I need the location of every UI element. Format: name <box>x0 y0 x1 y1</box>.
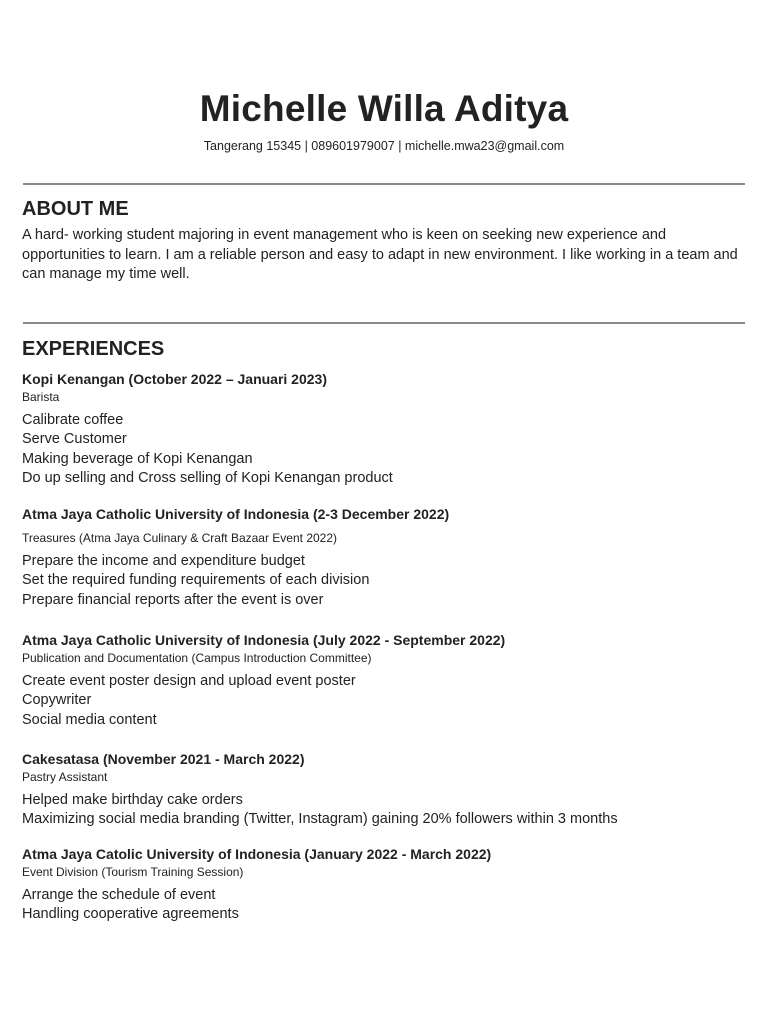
experience-task: Prepare financial reports after the event is over <box>22 591 324 608</box>
experience-item <box>22 505 744 610</box>
experience-task: Create event poster design and upload event poster <box>22 673 356 689</box>
experience-item <box>22 370 744 488</box>
experience-tasks <box>22 886 744 925</box>
experience-org: Cakesatasa (November 2021 - March 2022) <box>22 751 305 767</box>
experience-tasks <box>22 672 744 730</box>
experience-org: Atma Jaya Catolic University of Indonesia (January 2022 - March 2022) <box>22 846 492 862</box>
experience-item <box>22 845 744 925</box>
about-heading: ABOUT ME <box>22 198 129 220</box>
contact-info: Tangerang 15345 | 089601979007 | michelle.mwa23@gmail.com <box>203 139 565 153</box>
divider-middle <box>23 322 745 324</box>
experience-role: Barista <box>22 390 60 404</box>
experience-item <box>22 750 744 830</box>
experience-tasks <box>22 552 744 610</box>
experiences-heading: EXPERIENCES <box>22 338 165 360</box>
experience-task: Arrange the schedule of event <box>22 887 216 903</box>
experience-task: Serve Customer <box>22 431 127 448</box>
experience-tasks <box>22 411 744 488</box>
experience-role: Treasures (Atma Jaya Culinary & Craft Bazaar Event 2022) <box>22 531 338 545</box>
experience-task: Making beverage of Kopi Kenangan <box>22 450 253 467</box>
experience-item <box>22 631 744 730</box>
experience-task: Social media content <box>22 711 157 728</box>
experience-role: Publication and Documentation (Campus Introduction Committee) <box>22 651 372 665</box>
experience-task: Prepare the income and expenditure budget <box>22 553 305 569</box>
experience-role: Event Division (Tourism Training Session) <box>22 865 244 879</box>
about-text: A hard- working student majoring in event management who is keen on seeking new experience and opportunities to learn. I am a reliable person and easy to adapt in new environment. I like working in a team and can manage my time well. <box>22 227 738 282</box>
experience-task: Set the required funding requirements of each division <box>22 572 370 589</box>
experience-org: Atma Jaya Catholic University of Indonesia (2-3 December 2022) <box>22 506 450 522</box>
candidate-name: Michelle Willa Aditya <box>199 88 569 129</box>
experience-org: Kopi Kenangan (October 2022 – Januari 2023) <box>22 371 327 387</box>
experience-task: Copywriter <box>22 692 92 709</box>
experience-task: Maximizing social media branding (Twitter, Instagram) gaining 20% followers within 3 months <box>22 811 618 828</box>
experience-org: Atma Jaya Catholic University of Indonesia (July 2022 - September 2022) <box>22 632 506 648</box>
experience-task: Handling cooperative agreements <box>22 906 239 923</box>
experience-role: Pastry Assistant <box>22 770 108 784</box>
experience-task: Calibrate coffee <box>22 412 124 428</box>
divider-top <box>23 183 745 185</box>
experience-task: Do up selling and Cross selling of Kopi Kenangan product <box>22 469 393 486</box>
experience-task: Helped make birthday cake orders <box>22 792 243 808</box>
experience-tasks <box>22 791 744 830</box>
